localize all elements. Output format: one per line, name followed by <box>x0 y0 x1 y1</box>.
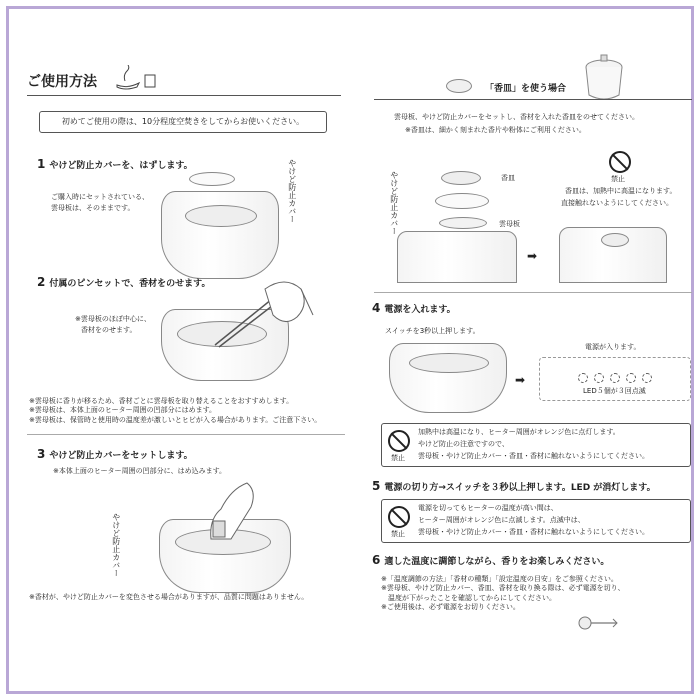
step-3-text: やけど防止カバーをセットします。 <box>49 451 193 461</box>
incense-plate-title: 「香皿」を使う場合 <box>485 84 567 94</box>
step-2-note-2: 香材をのせます。 <box>81 326 137 334</box>
arrow-icon-2: ➡ <box>515 373 526 387</box>
heater-top-1 <box>185 205 257 227</box>
prohibit-label-3: 禁止 <box>391 530 405 538</box>
incense-warn-1: 香皿は、加熱中に高温になります。 <box>565 187 677 195</box>
warning-box-4 <box>381 423 691 467</box>
step-6-note-3: 温度が下がったことを確認してからにしてください。 <box>381 593 556 602</box>
step-4-warn-3: 雲母板・やけど防止カバー・香皿・香材に触れないようにしてください。 <box>418 452 649 460</box>
step-5-warn-2: ヒーター周囲がオレンジ色に点滅します。点滅中は、 <box>418 516 585 524</box>
led-icon <box>626 373 636 383</box>
step-2-number: 2 <box>37 275 46 289</box>
step-2 <box>37 275 210 289</box>
label-plate: 香皿 <box>501 174 515 182</box>
incense-cover-label: やけど防止カバー <box>389 171 399 235</box>
left-note-3: ※雲母板は、保管時と使用時の温度差が激しいとヒビが入る場合があります。ご注意下さい。 <box>29 415 322 424</box>
led-icon <box>610 373 620 383</box>
step-6-note-2: ※雲母板、やけど防止カバー、香皿、香材を取り換る際は、必ず電源を切り、 <box>381 584 625 593</box>
step-6-notes <box>381 575 691 613</box>
step-4-text: 電源を入れます。 <box>384 305 456 315</box>
step-4 <box>372 301 456 315</box>
step-4-warn-1: 加熱中は高温になり、ヒーター周囲がオレンジ色に点灯します。 <box>418 428 620 436</box>
led-icon <box>578 373 588 383</box>
step-5-warn-1: 電源を切ってもヒーターの温度が高い間は、 <box>418 504 558 512</box>
step-3-footnote: ※香材が、やけど防止カバーを変色させる場合がありますが、品質に問題はありません。 <box>29 593 309 601</box>
led-row <box>540 368 690 387</box>
step-1-note-1: ご購入時にセットされている、 <box>51 193 149 201</box>
incense-line-2: ※香皿は、細かく刻まれた香片や粉体にご利用ください。 <box>405 126 586 134</box>
incense-plate-icon <box>446 79 472 93</box>
step-5-warn-3: 雲母板・やけど防止カバー・香皿・香材に触れないようにしてください。 <box>418 528 649 536</box>
step-4-number: 4 <box>372 301 381 315</box>
step-1-number: 1 <box>37 157 46 171</box>
led-icon <box>642 373 652 383</box>
step-1 <box>37 157 193 171</box>
power-on-text: 電源が入ります。 <box>585 343 641 351</box>
arrow-icon: ➡ <box>527 249 538 263</box>
tweezers-hand-illustration <box>205 275 315 351</box>
step-5-number: 5 <box>372 479 381 493</box>
right-divider <box>374 292 692 293</box>
step-6-number: 6 <box>372 553 381 567</box>
prohibit-icon-2 <box>388 430 410 452</box>
step-2-text: 付属のピンセットで、香材をのせます。 <box>49 279 211 289</box>
label-mica: 雲母板 <box>499 220 520 228</box>
step-4-warn-2: やけど防止の注意ですので、 <box>418 440 509 448</box>
intro-box <box>39 111 327 133</box>
step-5 <box>372 479 656 493</box>
left-note-2: ※雲母板は、本体上面のヒーター周囲の凹部分にはめます。 <box>29 406 217 415</box>
power-device-top <box>409 353 489 373</box>
right-title-rule <box>374 99 692 100</box>
warning-box-5 <box>381 499 691 543</box>
title-rule <box>27 95 341 96</box>
incense-plate-part <box>441 171 481 185</box>
plate-on-device <box>601 233 629 247</box>
left-note-1: ※雲母板に香りが移るため、香材ごとに雲母板を取り替えることをおすすめします。 <box>29 397 294 405</box>
intro-text: 初めてご使用の際は、10分程度空焚きをしてからお使いください。 <box>61 117 305 126</box>
prohibit-icon-1 <box>609 151 631 173</box>
device-icon <box>579 53 629 103</box>
step-5-text: 電源の切り方→スイッチを３秒以上押します。LED が消灯します。 <box>384 483 656 493</box>
left-notes <box>29 397 349 425</box>
cover-label-1: やけど防止カバー <box>287 159 297 223</box>
cover-label-3: やけど防止カバー <box>111 513 121 577</box>
step-6 <box>372 553 609 567</box>
cover-illustration-1 <box>189 172 235 186</box>
led-blink-text: LED５個が３回点滅 <box>583 387 646 395</box>
incense-line-1: 雲母板、やけど防止カバーをセットし、香材を入れた香皿をのせてください。 <box>394 113 639 121</box>
led-icon <box>594 373 604 383</box>
step-1-note-2: 雲母板は、そのままです。 <box>51 204 135 212</box>
step-6-note-1: ※「温度調節の方法」「香材の種類」「設定温度の目安」をご参照ください。 <box>381 575 618 583</box>
step-3-number: 3 <box>37 447 46 461</box>
page-frame <box>6 6 694 694</box>
step-3 <box>37 447 193 461</box>
power-plug-icon <box>573 613 623 633</box>
left-divider <box>27 434 345 435</box>
hand-set-cover-illustration <box>191 479 261 543</box>
prohibit-icon-3 <box>388 506 410 528</box>
step-3-note: ※本体上面のヒーター周囲の凹部分に、はめ込みます。 <box>53 467 227 475</box>
mica-part <box>439 217 487 229</box>
step-6-note-4: ※ご使用後は、必ず電源をお切りください。 <box>381 603 520 612</box>
prohibit-label-1: 禁止 <box>611 175 625 183</box>
step-2-note-1: ※雲母板のほぼ中心に、 <box>75 315 151 323</box>
cover-part <box>435 193 489 209</box>
step-4-sub: スイッチを3秒以上押します。 <box>385 327 480 335</box>
step-6-text: 適した温度に調節しながら、香りをお楽しみください。 <box>384 557 610 567</box>
page-title: ご使用方法 <box>27 74 97 90</box>
incense-warn-2: 直接触れないようにしてください。 <box>561 199 673 207</box>
step-1-text: やけど防止カバーを、はずします。 <box>49 161 193 171</box>
incense-device-left <box>397 231 517 283</box>
prohibit-label-2: 禁止 <box>391 454 405 462</box>
incense-icon <box>113 65 161 91</box>
